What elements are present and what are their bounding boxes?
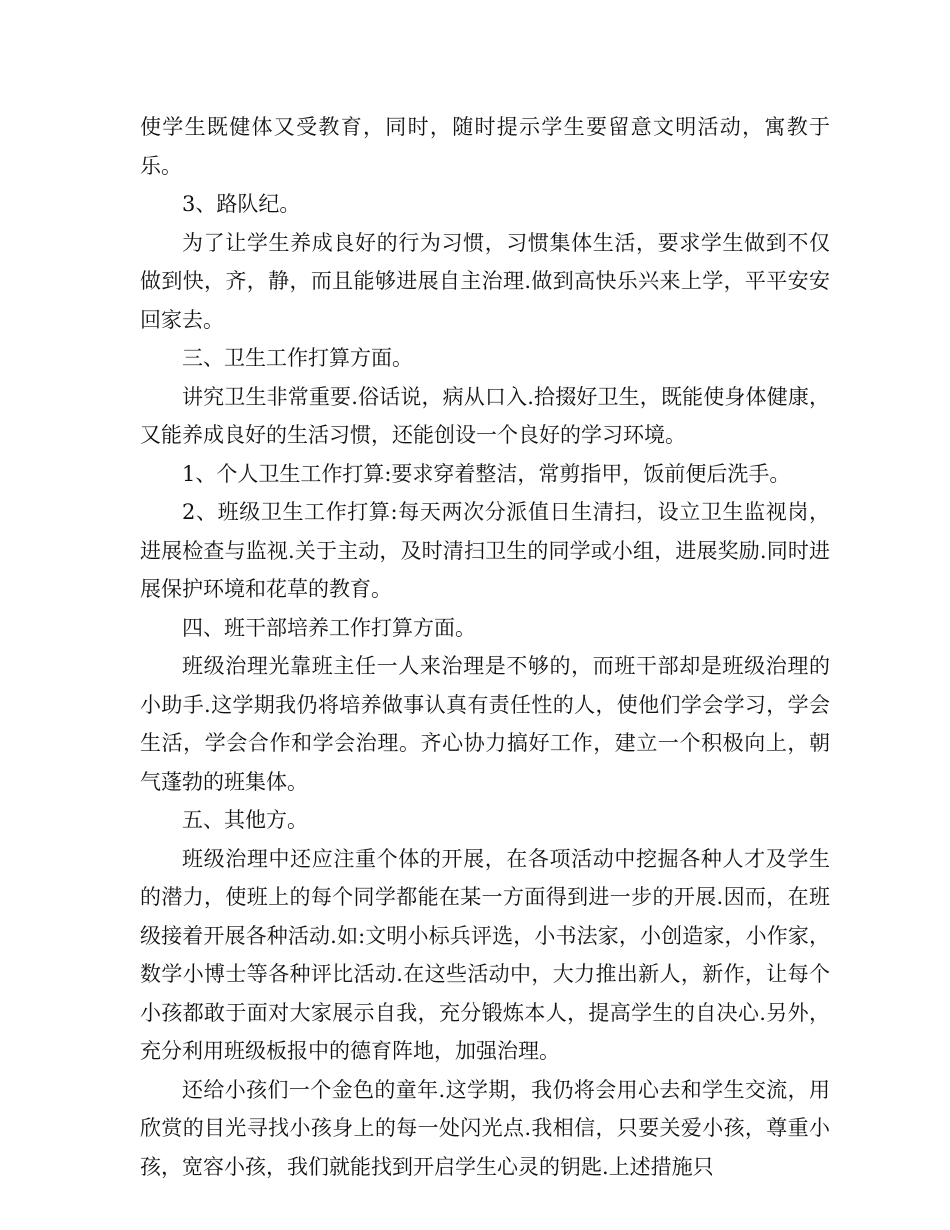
paragraph-route-discipline: 为了让学生养成良好的行为习惯，习惯集体生活，要求学生做到不仅做到快，齐，静，而且能够进展自主治理.做到高快乐兴来上学，平平安安回家去。: [140, 230, 830, 332]
paragraph-continuation: 使学生既健体又受教育，同时，随时提示学生要留意文明活动，寓教于乐。: [140, 115, 830, 178]
section-heading-other: 五、其他方。: [182, 808, 308, 832]
document-body: [140, 108, 830, 1186]
paragraph-class-hygiene: 2、班级卫生工作打算:每天两次分派值日生清扫，设立卫生监视岗，进展检查与监视.关于主动，及时清扫卫生的同学或小组，进展奖励.同时进展保护环境和花草的教育。: [140, 500, 830, 601]
paragraph-hygiene-intro: 讲究卫生非常重要.俗话说，病从口入.拾掇好卫生，既能使身体健康，又能养成良好的生活习惯，还能创设一个良好的学习环境。: [140, 384, 830, 447]
section-heading-class-cadres: 四、班干部培养工作打算方面。: [182, 615, 476, 640]
paragraph-route-discipline-heading: 3、路队纪。: [182, 192, 301, 216]
paragraph-personal-hygiene: 1、个人卫生工作打算:要求穿着整洁，常剪指甲，饭前便后洗手。: [182, 461, 791, 486]
paragraph-other: 班级治理中还应注重个体的开展，在各项活动中挖掘各种人才及学生的潜力，使班上的每个同学都能在某一方面得到进一步的开展.因而，在班级接着开展各种活动.如:文明小标兵评选，小书法家，小创造家，小作家，数学小博士等各种评比活动.在这些活动中，大力推出新人，新作，让每个小孩都敢于面对大家展示自我，充分锻炼本人，提高学生的自决心.另外，充分利用班级板报中的德育阵地，加强治理。: [140, 846, 830, 1063]
paragraph-closing: 还给小孩们一个金色的童年.这学期，我仍将会用心去和学生交流，用欣赏的目光寻找小孩身上的每一处闪光点.我相信，只要关爱小孩，尊重小孩，宽容小孩，我们就能找到开启学生心灵的钥匙.上述措施只: [140, 1077, 830, 1179]
paragraph-class-cadres: 班级治理光靠班主任一人来治理是不够的，而班干部却是班级治理的小助手.这学期我仍将培养做事认真有责任性的人，使他们学会学习，学会生活，学会合作和学会治理。齐心协力搞好工作，建立一个积极向上，朝气蓬勃的班集体。: [140, 654, 830, 794]
section-heading-hygiene: 三、卫生工作打算方面。: [182, 346, 413, 370]
